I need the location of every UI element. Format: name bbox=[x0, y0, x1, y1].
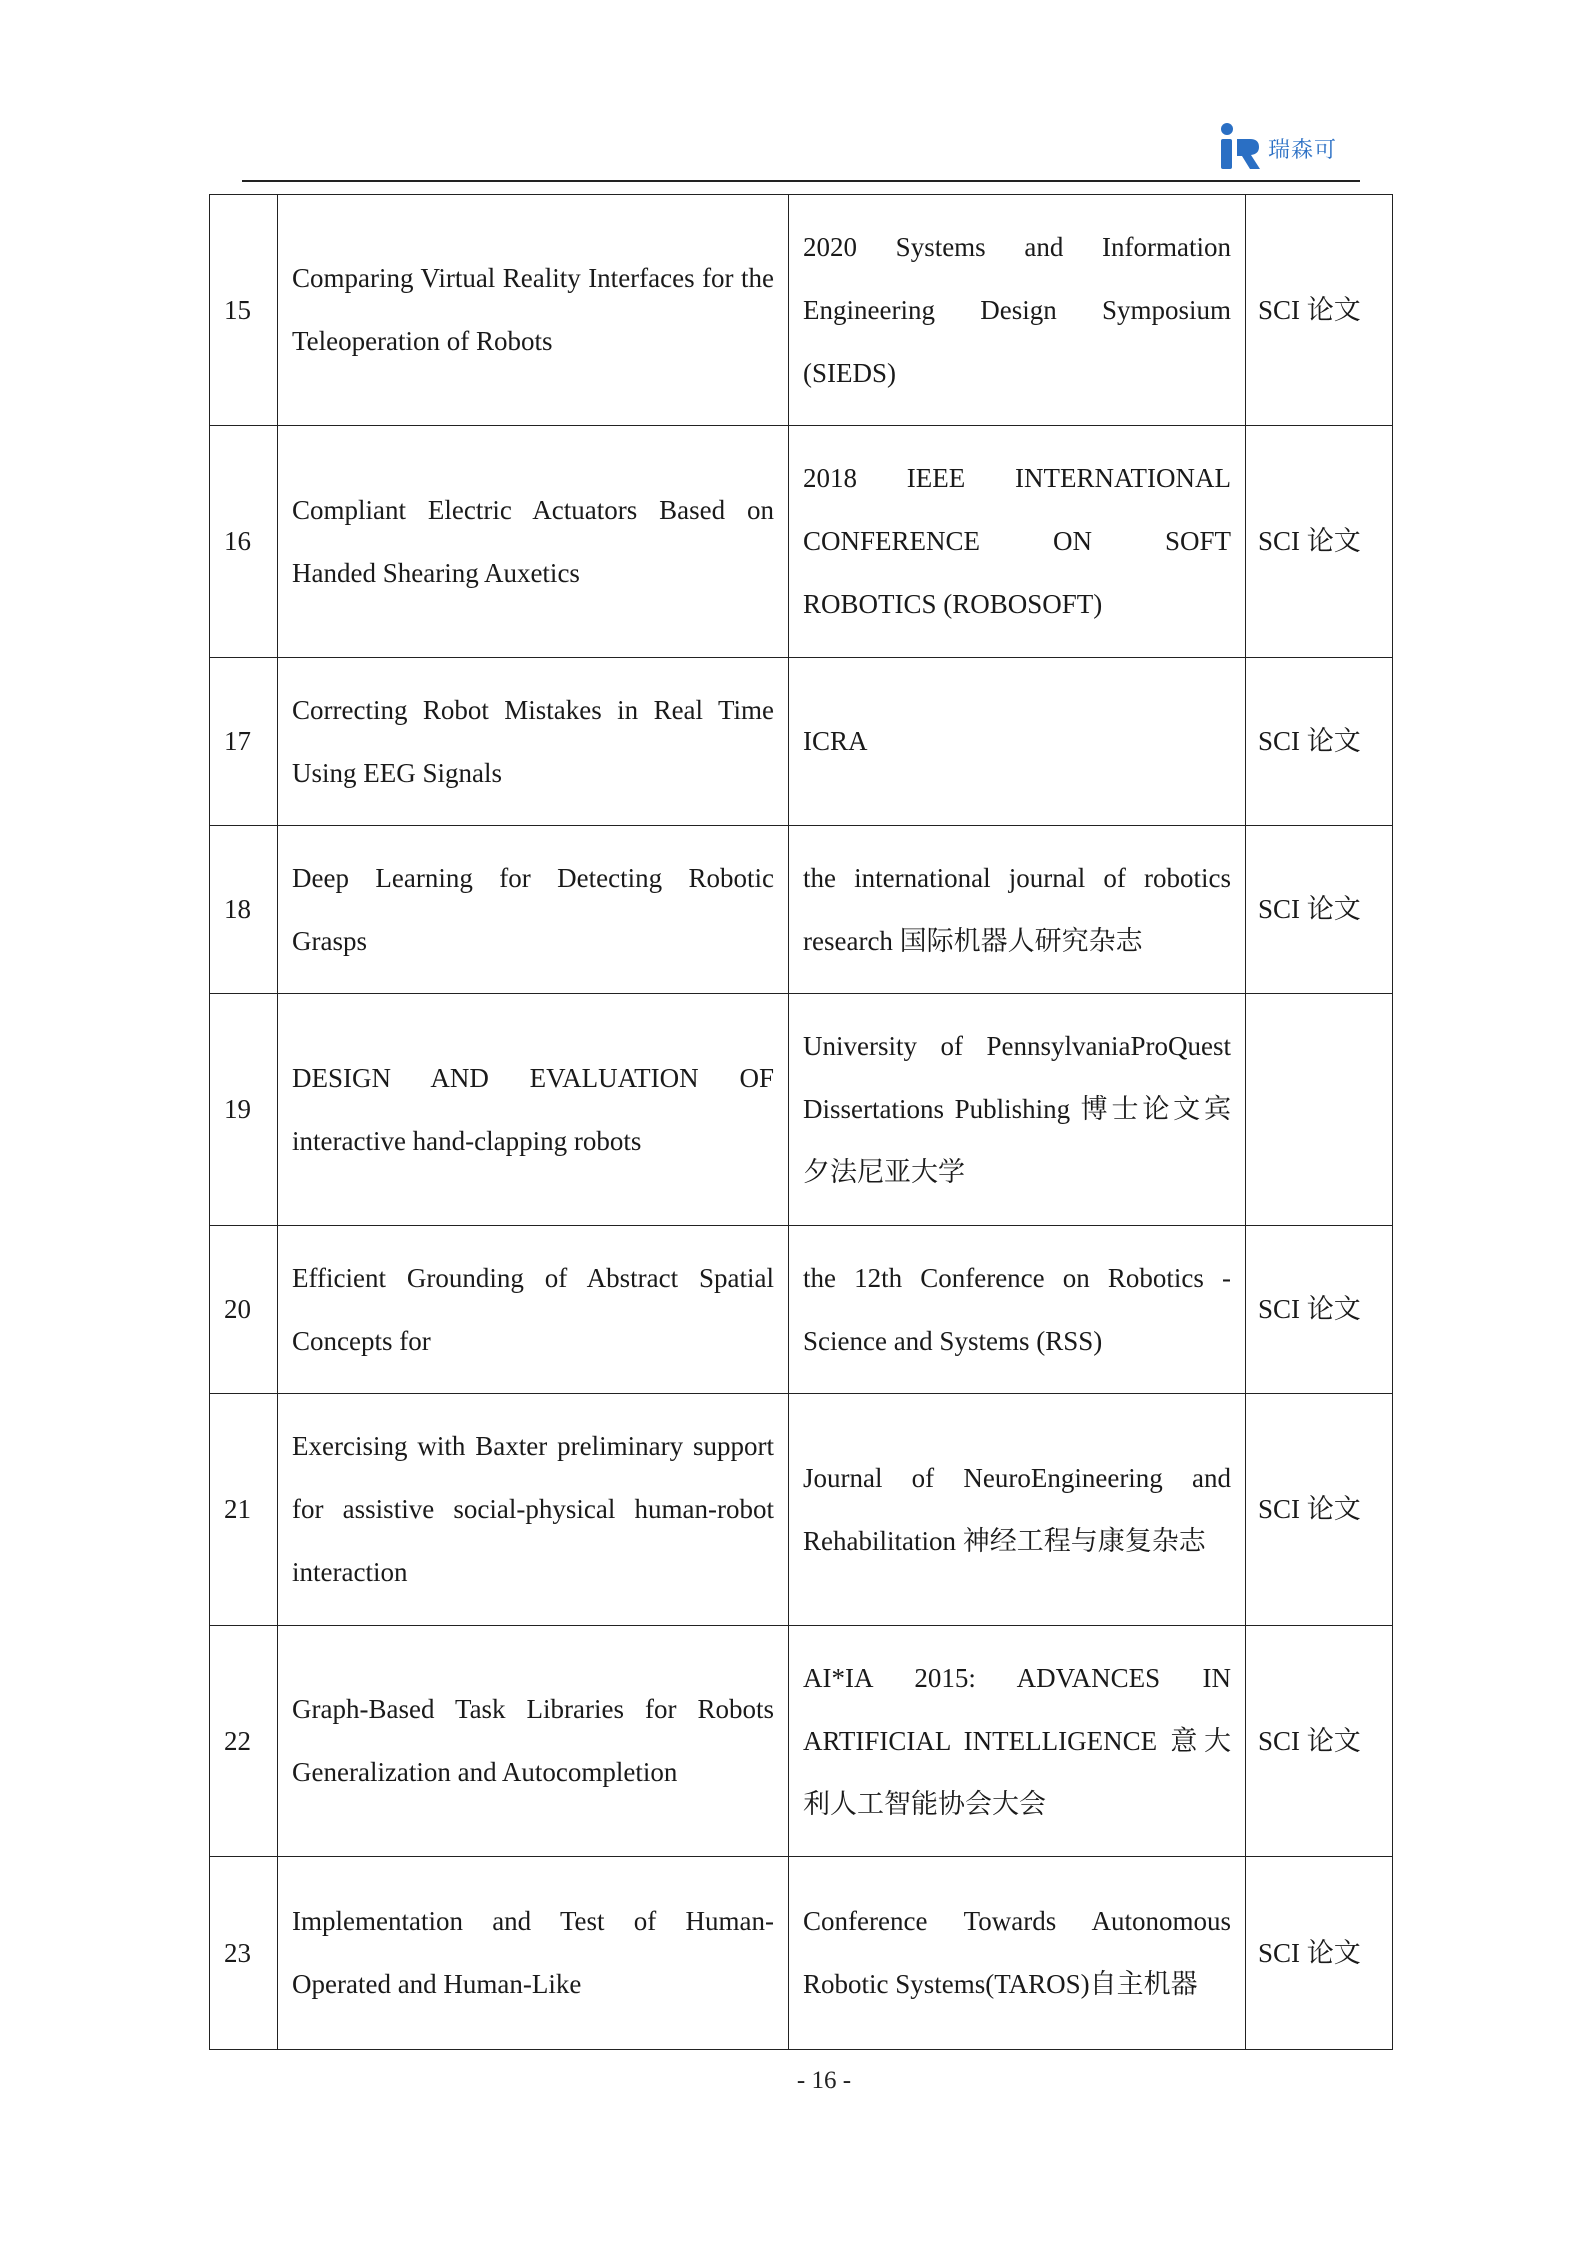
paper-type: SCI 论文 bbox=[1246, 1394, 1393, 1626]
table-row bbox=[210, 1626, 1393, 1857]
table-row bbox=[210, 426, 1393, 658]
publication-venue: Journal of NeuroEngineering and Rehabilitation 神经工程与康复杂志 bbox=[789, 1394, 1246, 1626]
logo bbox=[1218, 116, 1338, 174]
table-row bbox=[210, 658, 1393, 826]
paper-title: DESIGN AND EVALUATION OF interactive hand-clapping robots bbox=[278, 994, 789, 1226]
publication-venue: Conference Towards Autonomous Robotic Systems(TAROS)自主机器 bbox=[789, 1857, 1246, 2050]
logo-mark-icon bbox=[1218, 120, 1262, 172]
table-row bbox=[210, 1394, 1393, 1626]
header-rule bbox=[242, 180, 1360, 182]
table-row bbox=[210, 195, 1393, 426]
publication-venue: AI*IA 2015: ADVANCES IN ARTIFICIAL INTELLIGENCE 意大利人工智能协会大会 bbox=[789, 1626, 1246, 1857]
publication-venue: the 12th Conference on Robotics - Science and Systems (RSS) bbox=[789, 1226, 1246, 1394]
row-number: 20 bbox=[210, 1226, 278, 1394]
paper-title: Implementation and Test of Human-Operated and Human-Like bbox=[278, 1857, 789, 2050]
row-number: 22 bbox=[210, 1626, 278, 1857]
logo-text: 瑞森可 bbox=[1268, 138, 1338, 163]
publication-venue: the international journal of robotics research 国际机器人研究杂志 bbox=[789, 826, 1246, 994]
row-number: 16 bbox=[210, 426, 278, 658]
table-row bbox=[210, 1226, 1393, 1394]
row-number: 19 bbox=[210, 994, 278, 1226]
paper-type bbox=[1246, 994, 1393, 1226]
row-number: 23 bbox=[210, 1857, 278, 2050]
row-number: 15 bbox=[210, 195, 278, 426]
publication-venue: 2020 Systems and Information Engineering Design Symposium (SIEDS) bbox=[789, 195, 1246, 426]
paper-title: Efficient Grounding of Abstract Spatial Concepts for bbox=[278, 1226, 789, 1394]
references-table bbox=[209, 194, 1393, 2050]
paper-title: Compliant Electric Actuators Based on Handed Shearing Auxetics bbox=[278, 426, 789, 658]
publication-venue: 2018 IEEE INTERNATIONAL CONFERENCE ON SOFT ROBOTICS (ROBOSOFT) bbox=[789, 426, 1246, 658]
table-row bbox=[210, 1857, 1393, 2050]
row-number: 17 bbox=[210, 658, 278, 826]
paper-title: Deep Learning for Detecting Robotic Grasps bbox=[278, 826, 789, 994]
publication-venue: University of PennsylvaniaProQuest Dissertations Publishing 博士论文宾夕法尼亚大学 bbox=[789, 994, 1246, 1226]
table-row bbox=[210, 994, 1393, 1226]
paper-type: SCI 论文 bbox=[1246, 1857, 1393, 2050]
paper-title: Comparing Virtual Reality Interfaces for the Teleoperation of Robots bbox=[278, 195, 789, 426]
page-number: - 16 - bbox=[796, 2067, 852, 2094]
row-number: 18 bbox=[210, 826, 278, 994]
row-number: 21 bbox=[210, 1394, 278, 1626]
table-row bbox=[210, 826, 1393, 994]
paper-type: SCI 论文 bbox=[1246, 658, 1393, 826]
paper-type: SCI 论文 bbox=[1246, 1626, 1393, 1857]
paper-title: Correcting Robot Mistakes in Real Time Using EEG Signals bbox=[278, 658, 789, 826]
paper-type: SCI 论文 bbox=[1246, 426, 1393, 658]
paper-title: Exercising with Baxter preliminary support for assistive social-physical human-robot interaction bbox=[278, 1394, 789, 1626]
paper-type: SCI 论文 bbox=[1246, 195, 1393, 426]
publication-venue: ICRA bbox=[789, 658, 1246, 826]
paper-type: SCI 论文 bbox=[1246, 1226, 1393, 1394]
paper-type: SCI 论文 bbox=[1246, 826, 1393, 994]
paper-title: Graph-Based Task Libraries for Robots Generalization and Autocompletion bbox=[278, 1626, 789, 1857]
